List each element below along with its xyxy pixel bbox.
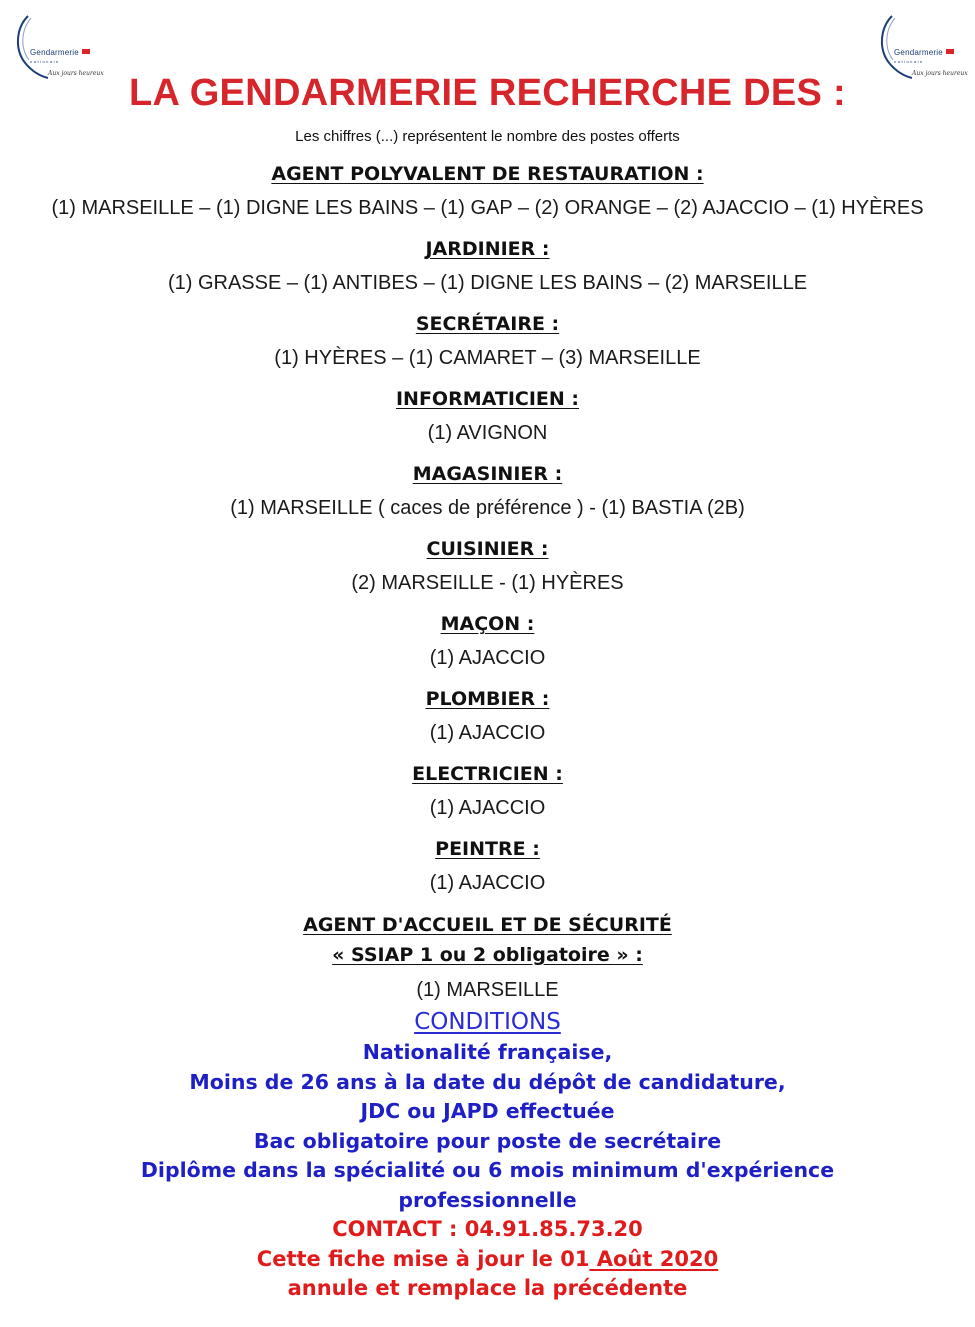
job-title: PEINTRE : xyxy=(435,838,540,860)
condition-item: Nationalité française, xyxy=(362,1040,613,1064)
job-list xyxy=(0,160,975,1010)
page-title: LA GENDARMERIE RECHERCHE DES : xyxy=(129,72,846,114)
update-date: Août 2020 xyxy=(589,1246,719,1271)
condition-item: JDC ou JAPD effectuée xyxy=(360,1099,615,1123)
logo-brand: Gendarmerie xyxy=(894,48,943,57)
page-subtitle: Les chiffres (...) représentent le nombre des postes offerts xyxy=(295,128,680,145)
condition-item: Bac obligatoire pour poste de secrétaire xyxy=(253,1128,722,1153)
job-title: JARDINIER : xyxy=(425,238,550,260)
update-note xyxy=(0,1245,975,1275)
job-title: MAÇON : xyxy=(440,613,535,635)
job-title: MAGASINIER : xyxy=(412,463,563,485)
conditions-block xyxy=(0,1006,975,1304)
logo-motto: Aux jours heureux xyxy=(48,70,104,77)
job-title: SECRÉTAIRE : xyxy=(415,313,560,335)
logo-brand: Gendarmerie xyxy=(30,48,79,57)
job-cities: (2) MARSEILLE - (1) HYÈRES xyxy=(351,572,624,594)
conditions-title: CONDITIONS xyxy=(414,1009,561,1035)
job-cities: (1) AJACCIO xyxy=(429,647,546,669)
job-title: PLOMBIER : xyxy=(425,688,550,710)
job-item xyxy=(0,310,975,378)
logo-sub: nationale xyxy=(30,59,60,64)
flag-mark xyxy=(82,49,90,54)
job-cities: (1) AJACCIO xyxy=(429,722,546,744)
job-title: INFORMATICIEN : xyxy=(395,388,579,410)
job-title: AGENT POLYVALENT DE RESTAURATION : xyxy=(271,163,704,185)
job-cities: (1) AVIGNON xyxy=(427,422,548,444)
update-prefix: Cette fiche mise à jour le 01 xyxy=(256,1246,590,1271)
job-item xyxy=(0,235,975,303)
job-item xyxy=(0,385,975,453)
replace-note: annule et remplace la précédente xyxy=(287,1276,688,1300)
job-cities: (1) AJACCIO xyxy=(429,797,546,819)
job-item xyxy=(0,910,975,1010)
job-title: CUISINIER : xyxy=(426,538,549,560)
job-cities: (1) MARSEILLE – (1) DIGNE LES BAINS – (1) GAP – (2) ORANGE – (2) AJACCIO – (1) HYÈRES xyxy=(51,197,924,219)
job-item xyxy=(0,460,975,528)
flag-mark xyxy=(946,49,954,54)
job-item xyxy=(0,610,975,678)
job-title-line2: « SSIAP 1 ou 2 obligatoire » : xyxy=(332,944,643,966)
job-item xyxy=(0,835,975,903)
job-item xyxy=(0,535,975,603)
job-cities: (1) AJACCIO xyxy=(429,872,546,894)
logo-motto: Aux jours heureux xyxy=(912,70,968,77)
job-title-line1: AGENT D'ACCUEIL ET DE SÉCURITÉ xyxy=(303,914,672,936)
job-cities: (1) MARSEILLE ( caces de préférence ) - (1) BASTIA (2B) xyxy=(230,497,745,519)
condition-item: professionnelle xyxy=(398,1187,577,1212)
condition-item: Diplôme dans la spécialité ou 6 mois minimum d'expérience xyxy=(140,1158,835,1182)
contact-phone: CONTACT : 04.91.85.73.20 xyxy=(332,1217,643,1241)
job-title: ELECTRICIEN : xyxy=(412,763,563,785)
job-cities: (1) GRASSE – (1) ANTIBES – (1) DIGNE LES BAINS – (2) MARSEILLE xyxy=(167,272,808,294)
job-cities: (1) MARSEILLE xyxy=(416,979,559,1001)
condition-item: Moins de 26 ans à la date du dépôt de candidature, xyxy=(189,1069,786,1094)
job-item xyxy=(0,160,975,228)
job-item xyxy=(0,685,975,753)
job-item xyxy=(0,760,975,828)
job-title xyxy=(0,910,975,970)
job-cities: (1) HYÈRES – (1) CAMARET – (3) MARSEILLE xyxy=(274,347,701,369)
logo-sub: nationale xyxy=(894,59,924,64)
